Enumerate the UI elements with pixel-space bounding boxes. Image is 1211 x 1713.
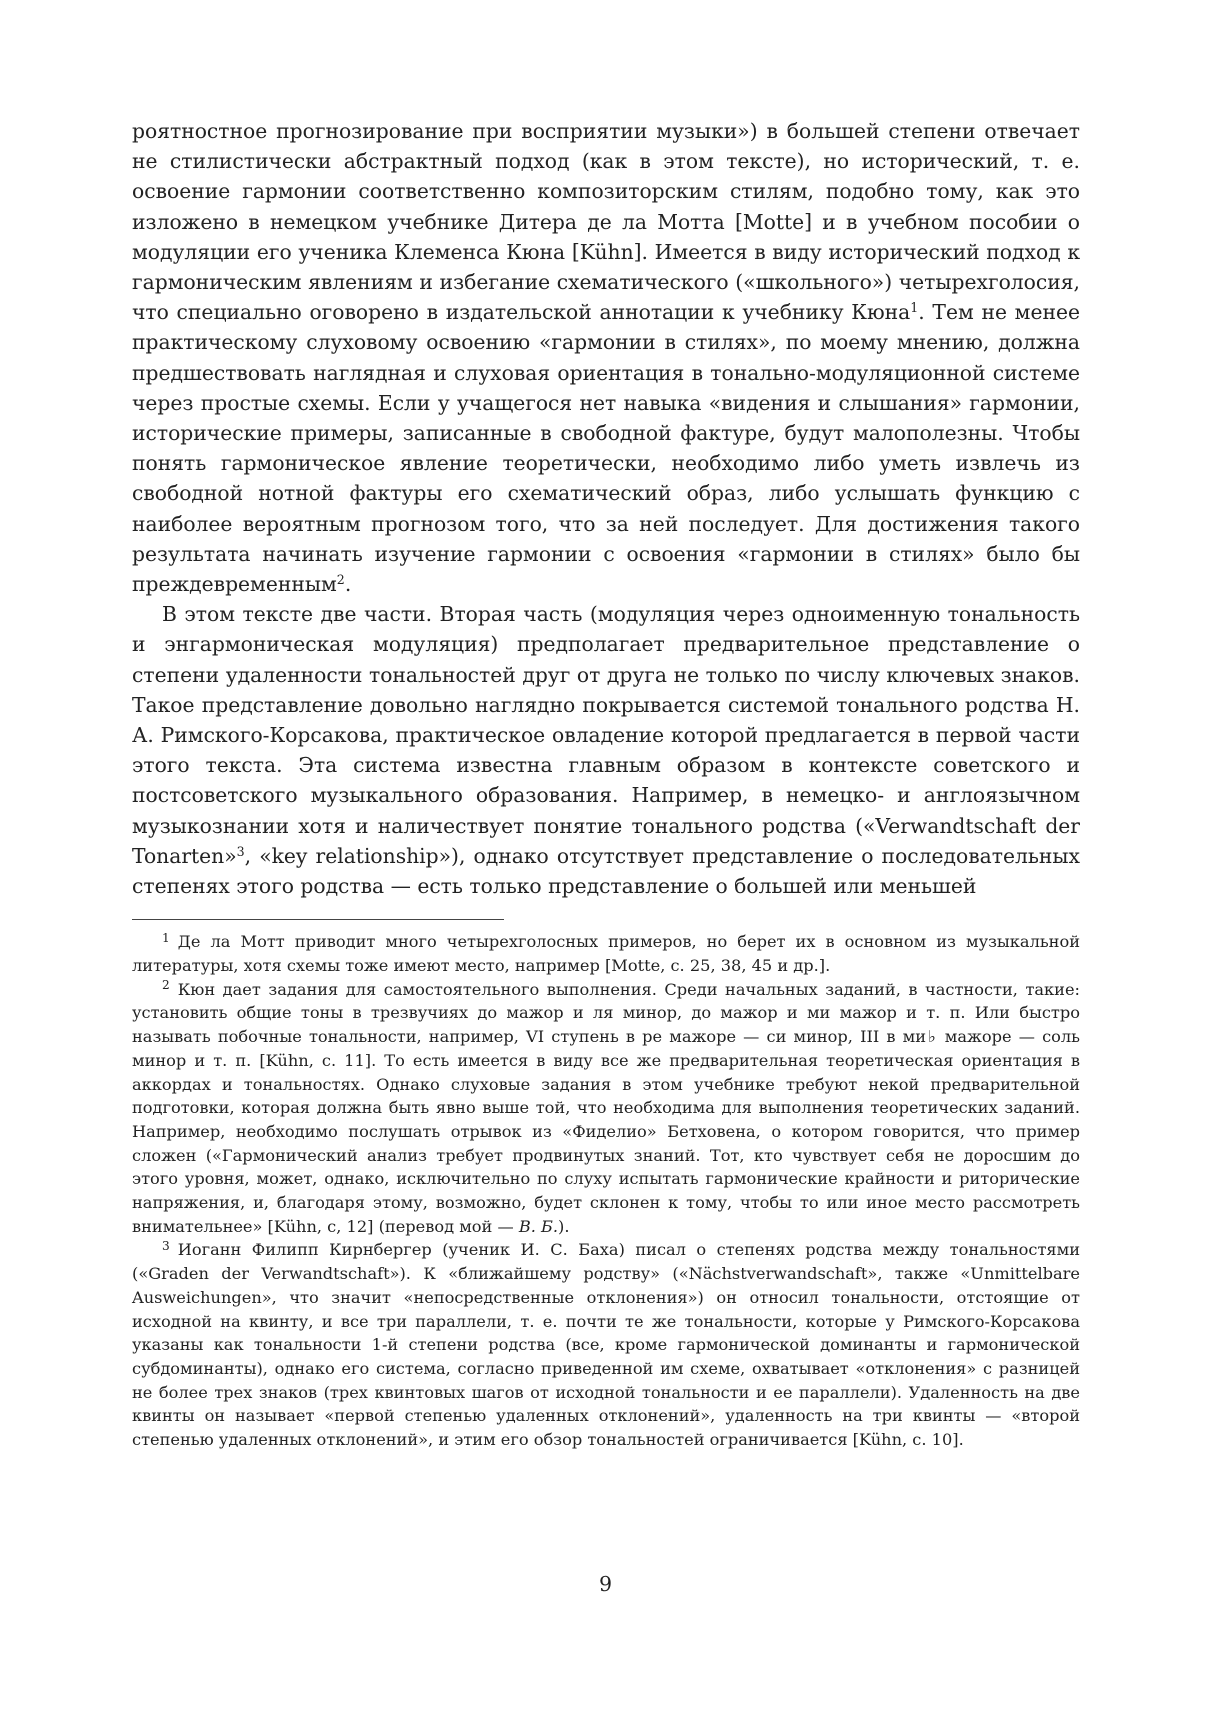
footnote-2-text-end: ). (558, 1216, 570, 1236)
footnote-ref-2[interactable]: 2 (336, 572, 345, 588)
paragraph-2-text-b: , «key relationship»), однако отсутствует представление о последовательных степенях этого родства — есть только представление о большей или меньшей (132, 843, 1080, 899)
footnote-ref-3[interactable]: 3 (236, 843, 245, 859)
footnote-1-mark: 1 (162, 930, 170, 945)
footnote-2-mark: 2 (162, 978, 170, 993)
page-content (132, 116, 1080, 1452)
paragraph-1-text-b: . Тем не менее практическому слуховому освоению «гармонии в стилях», по моему мнению, должна предшествовать наглядная и слуховая ориентация в тонально-модуляционной системе через простые схемы. Если у учащегося нет навыка «видения и слышания» гармонии, исторические примеры, записанные в свободной фактуре, будут малополезны. Чтобы понять гармоническое явление теоретически, необходимо либо уметь извлечь из свободной нотной фактуры его схематический образ, либо услышать функцию с наиболее вероятным прогнозом того, что за ней последует. Для достижения такого результата начинать изучение гармонии с освоения «гармонии в стилях» было бы преждевременным (132, 300, 1080, 597)
paragraph-1-text-a: роятностное прогнозирование при восприятии музыки») в большей степени отвечает не стилистически абстрактный подход (как в этом тексте), но исторический, т. е. освоение гармонии соответственно композиторским стилям, подобно тому, как это изложено в немецком учебнике Дитера де ла Мотта [Motte] и в учебном пособии о модуляции его ученика Клеменса Кюна [Kühn]. Имеется в виду исторический подход к гармоническим явлениям и избегание схематического («школьного») четырехголосия, что специально оговорено в издательской аннотации к учебнику Кюна (132, 119, 1080, 325)
paragraph-2-text-a: В этом тексте две части. Вторая часть (модуляция через одноименную тональность и энгармоническая модуляция) предполагает предварительное представление о степени удаленности тональностей друг от друга не только по числу ключевых знаков. Такое представление довольно наглядно покрывается системой тонального родства Н. А. Римского-Корсакова, практическое овладение которой предлагается в первой части этого текста. Эта система известна главным образом в контексте советского и постсоветского музыкального образования. Например, в немецко- и англоязычном музыкознании хотя и наличествует понятие тонального родства («Verwandtschaft der Tonarten» (132, 602, 1080, 868)
footnote-3-mark: 3 (162, 1238, 170, 1253)
main-text (132, 116, 1080, 901)
footnote-2 (132, 978, 1080, 1239)
footnotes (132, 930, 1080, 1451)
footnote-1 (132, 930, 1080, 977)
paragraph-2 (132, 599, 1080, 901)
footnote-2-author: В. Б. (518, 1216, 559, 1236)
footnote-1-text: Де ла Мотт приводит много четырехголосных примеров, но берет их в основном из музыкальной литературы, хотя схемы тоже имеют место, например [Motte, с. 25, 38, 45 и др.]. (132, 932, 1080, 975)
paragraph-1-text-c: . (344, 572, 352, 597)
footnote-2-text: Кюн дает задания для самостоятельного выполнения. Среди начальных заданий, в частности, такие: установить общие тоны в трезвучиях до мажор и ля минор, до мажор и ми мажор и т. п. Или быстро называть побочные тональности, например, VI ступень в ре мажоре — си минор, III в ми♭ мажоре — соль минор и т. п. [Kühn, с. 11]. То есть имеется в виду все же предварительная теоретическая ориентация в аккордах и тональностях. Однако слуховые задания в этом учебнике требуют некой предварительной подготовки, которая должна быть явно выше той, что необходима для выполнения теоретических заданий. Например, необходимо послушать отрывок из «Фиделио» Бетховена, о котором говорится, что пример сложен («Гармонический анализ требует продвинутых знаний. Тот, кто чувствует себя не доросшим до этого уровня, может, однако, исключительно по слуху испытать гармонические крайности и риторические напряжения, и, благодаря этому, возможно, будет склонен к тому, чтобы то или иное место рассмотреть внимательнее» [Kühn, с, 12] (перевод мой — (132, 979, 1080, 1236)
footnote-3 (132, 1238, 1080, 1451)
paragraph-1 (132, 116, 1080, 599)
footnote-ref-1[interactable]: 1 (910, 300, 919, 316)
footnote-divider (132, 919, 504, 920)
page-number: 9 (598, 1572, 613, 1596)
footnote-3-text: Иоганн Филипп Кирнбергер (ученик И. С. Баха) писал о степенях родства между тональностями («Graden der Verwandtschaft»). К «ближайшему родству» («Nächstverwandschaft», также «Unmittelbare Ausweichungen», что значит «непосредственные отклонения») он относил тональности, отстоящие от исходной на квинту, и все три параллели, т. е. почти те же тональности, которые у Римского-Корсакова указаны как тональности 1-й степени родства (все, кроме гармонической доминанты и гармонической субдоминанты), однако его система, согласно приведенной им схеме, охватывает «отклонения» с разницей не более трех знаков (трех квинтовых шагов от исходной тональности и ее параллели). Удаленность на две квинты он называет «первой степенью удаленных отклонений», удаленность на три квинты — «второй степенью удаленных отклонений», и этим его обзор тональностей ограничивается [Kühn, с. 10]. (132, 1240, 1080, 1450)
